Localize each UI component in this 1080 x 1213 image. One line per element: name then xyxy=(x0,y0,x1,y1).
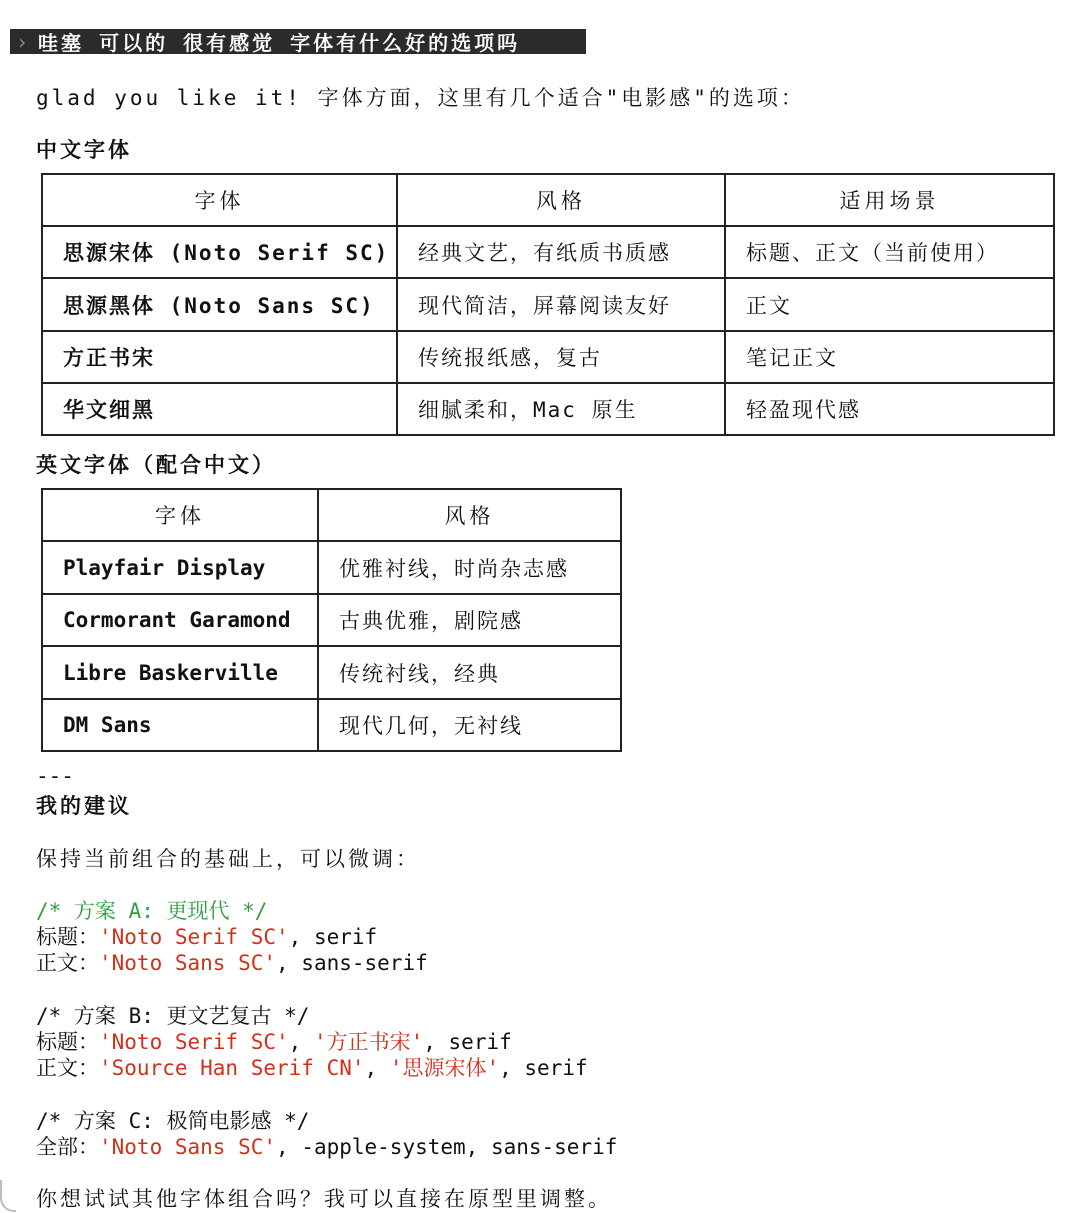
code-line xyxy=(36,947,428,977)
suggest-intro: 保持当前组合的基础上，可以微调： xyxy=(36,847,420,871)
code-comment: /* 方案 B: 更文艺复古 */ xyxy=(36,1004,310,1028)
table-header-row xyxy=(42,174,1054,226)
table-cell: 细腻柔和，Mac 原生 xyxy=(397,383,725,435)
code-label: 标题： xyxy=(36,925,99,949)
table-header: 风格 xyxy=(397,174,725,226)
closing-text: 你想试试其他字体组合吗？我可以直接在原型里调整。 xyxy=(36,1187,612,1211)
table-row xyxy=(42,226,1054,278)
intro-text: glad you like it! 字体方面，这里有几个适合"电影感"的选项： xyxy=(36,86,805,110)
table-cell: 方正书宋 xyxy=(42,331,397,383)
table-row xyxy=(42,331,1054,383)
code-string: 'Noto Serif SC' xyxy=(99,925,289,949)
code-label: 标题： xyxy=(36,1030,99,1054)
code-string: 'Noto Serif SC' xyxy=(99,1030,289,1054)
code-string: '思源宋体' xyxy=(389,1056,500,1080)
code-text: , -apple-system, sans-serif xyxy=(276,1135,618,1159)
code-string: '方正书宋' xyxy=(313,1030,424,1054)
code-label: 正文： xyxy=(36,1056,99,1080)
code-text: , serif xyxy=(499,1056,588,1080)
suggest-title: 我的建议 xyxy=(36,794,132,818)
table-cell: 优雅衬线，时尚杂志感 xyxy=(318,541,621,594)
code-string: 'Noto Sans SC' xyxy=(99,951,277,975)
code-text: , xyxy=(364,1056,390,1080)
code-text: , sans-serif xyxy=(276,951,428,975)
table-row xyxy=(42,699,621,751)
table-cell: 古典优雅，剧院感 xyxy=(318,594,621,646)
cn-font-table xyxy=(41,173,1055,436)
code-string: 'Source Han Serif CN' xyxy=(99,1056,365,1080)
table-row xyxy=(42,278,1054,331)
user-message-bubble xyxy=(10,29,586,54)
table-cell: 经典文艺，有纸质书质感 xyxy=(397,226,725,278)
table-header-row xyxy=(42,489,621,541)
table-row xyxy=(42,383,1054,435)
code-comment: /* 方案 C: 极简电影感 */ xyxy=(36,1109,310,1133)
table-cell: 传统报纸感，复古 xyxy=(397,331,725,383)
cn-section-title: 中文字体 xyxy=(36,138,132,162)
window-corner xyxy=(0,1180,16,1212)
chevron-right-icon: › xyxy=(16,29,29,54)
table-cell: 轻盈现代感 xyxy=(725,383,1054,435)
table-cell: DM Sans xyxy=(42,699,318,751)
divider-text: --- xyxy=(36,764,74,788)
table-cell: 正文 xyxy=(725,278,1054,331)
table-header: 字体 xyxy=(42,489,318,541)
table-header: 字体 xyxy=(42,174,397,226)
code-line xyxy=(36,1131,617,1161)
code-text: , serif xyxy=(288,925,378,949)
table-cell: Cormorant Garamond xyxy=(42,594,318,646)
en-font-table xyxy=(41,488,622,752)
code-string: 'Noto Sans SC' xyxy=(99,1135,277,1159)
table-cell: 标题、正文（当前使用） xyxy=(725,226,1054,278)
table-cell: 思源黑体 (Noto Sans SC) xyxy=(42,278,397,331)
code-line xyxy=(36,1052,588,1082)
code-text: , serif xyxy=(423,1030,512,1054)
table-cell: 传统衬线，经典 xyxy=(318,646,621,699)
table-header: 风格 xyxy=(318,489,621,541)
code-comment: /* 方案 A: 更现代 */ xyxy=(36,899,268,923)
en-section-title: 英文字体（配合中文） xyxy=(36,453,276,477)
table-cell: 现代简洁，屏幕阅读友好 xyxy=(397,278,725,331)
table-cell: Playfair Display xyxy=(42,541,318,594)
table-cell: 笔记正文 xyxy=(725,331,1054,383)
table-row xyxy=(42,541,621,594)
table-cell: 思源宋体 (Noto Serif SC) xyxy=(42,226,397,278)
table-row xyxy=(42,594,621,646)
table-cell: 华文细黑 xyxy=(42,383,397,435)
table-cell: 现代几何，无衬线 xyxy=(318,699,621,751)
table-header: 适用场景 xyxy=(725,174,1054,226)
user-message-text: 哇塞 可以的 很有感觉 字体有什么好的选项吗 xyxy=(38,31,521,55)
code-label: 全部： xyxy=(36,1135,99,1159)
table-row xyxy=(42,646,621,699)
table-cell: Libre Baskerville xyxy=(42,646,318,699)
code-label: 正文： xyxy=(36,951,99,975)
code-text: , xyxy=(288,1030,314,1054)
